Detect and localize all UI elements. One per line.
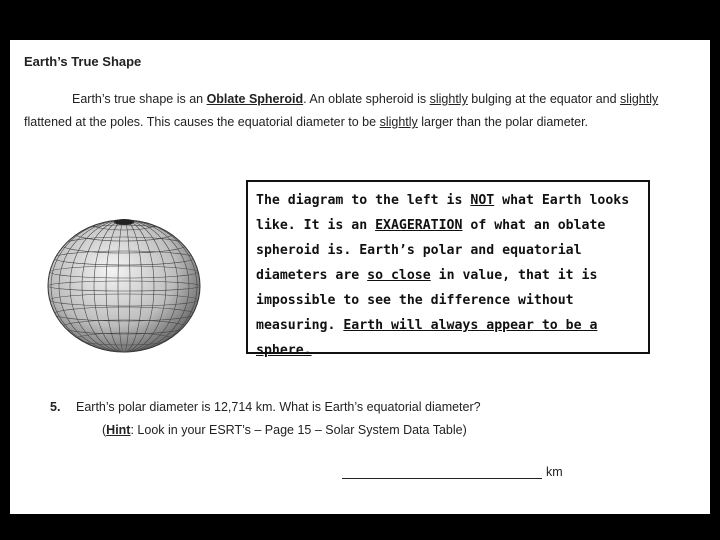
term-oblate-spheroid: Oblate Spheroid (206, 92, 304, 106)
answer-unit: km (546, 465, 563, 479)
emphasis-slightly-1: slightly (429, 92, 468, 106)
hint-text: : Look in your ESRT’s – Page 15 – Solar System Data Table) (130, 423, 467, 437)
callout-text-2: what Earth looks like. It is an (256, 193, 630, 233)
callout-sphere-statement: Earth will always appear to be a sphere. (256, 318, 598, 358)
para-text-1: Earth’s true shape is an (72, 92, 207, 106)
callout-exageration: EXAGERATION (375, 218, 463, 233)
question-5 (50, 400, 481, 414)
para-text-3: bulging at the equator and (467, 92, 621, 106)
page-title: Earth’s True Shape (24, 54, 142, 69)
question-text: Earth’s polar diameter is 12,714 km. What is Earth’s equatorial diameter? (76, 400, 481, 414)
hint-label: Hint (106, 423, 131, 437)
oblate-spheroid-diagram (44, 212, 204, 356)
worksheet-page (10, 40, 710, 514)
answer-blank-line[interactable] (342, 464, 542, 479)
para-text-5: larger than the polar diameter. (417, 115, 589, 129)
emphasis-slightly-3: slightly (379, 115, 418, 129)
hint-open-paren: ( (102, 423, 107, 437)
callout-text-4: in value, that it is impossible to see the difference without measuring. (256, 268, 598, 333)
callout-text-3: of what an oblate spheroid is. Earth’s polar and equatorial diameters are (256, 218, 606, 283)
exaggeration-callout-box (246, 180, 650, 358)
answer-field (342, 464, 563, 479)
callout-so-close: so close (367, 268, 431, 283)
para-text-2: . An oblate spheroid is (303, 92, 430, 106)
spheroid-illustration (44, 212, 204, 356)
hint-line (102, 423, 467, 437)
callout-text-1: The diagram to the left is (256, 193, 471, 208)
callout-not: NOT (470, 193, 495, 208)
para-text-4: flattened at the poles. This causes the equatorial diameter to be (24, 115, 380, 129)
intro-paragraph (24, 88, 674, 134)
emphasis-slightly-2: slightly (620, 92, 659, 106)
question-number: 5. (50, 400, 61, 414)
